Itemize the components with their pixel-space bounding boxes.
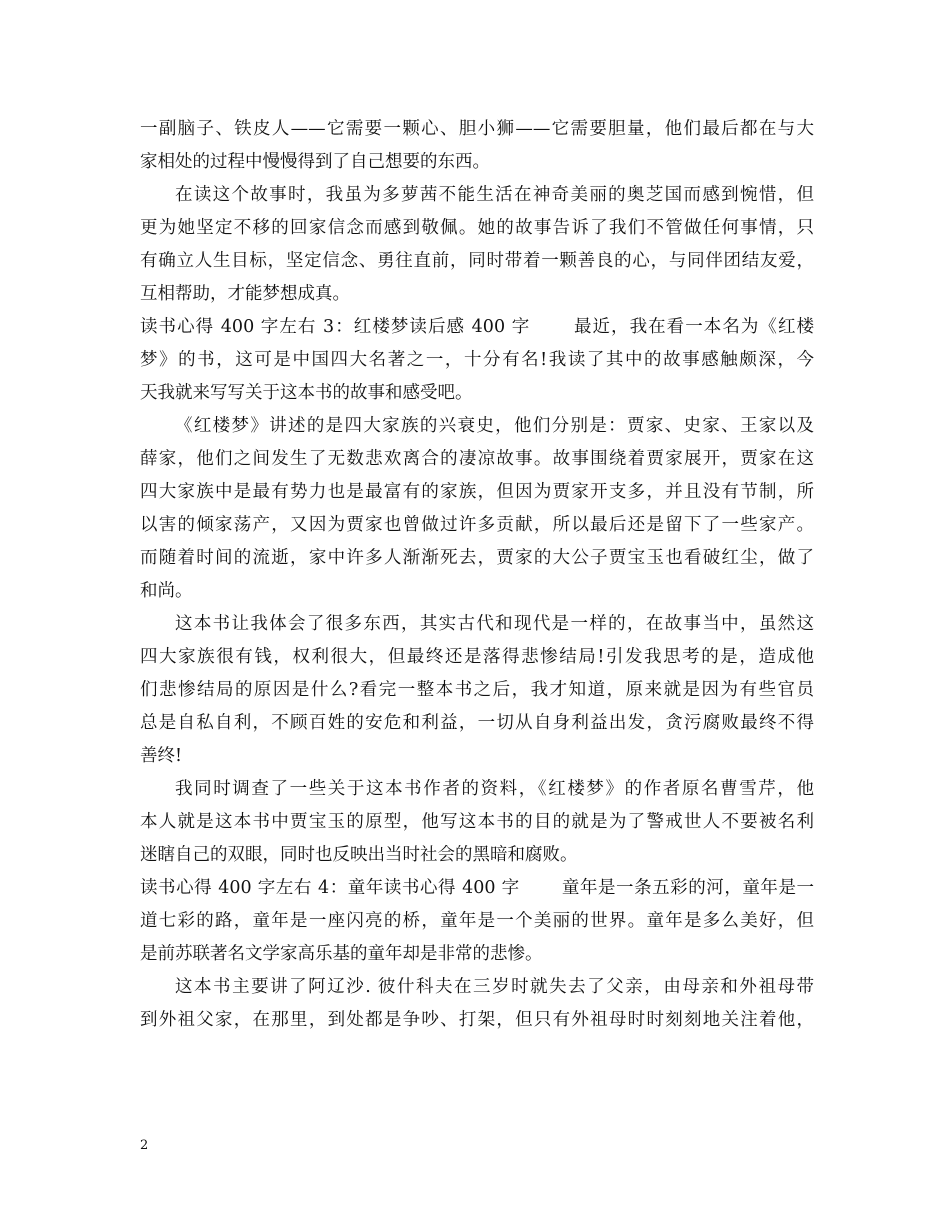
text-line: 是前苏联著名文学家高乐基的童年却是非常的悲惨。 xyxy=(140,944,543,964)
text-line: 读书心得 400 字左右 4：童年读书心得 400 字 童年是一条五彩的河，童年是一 xyxy=(140,878,814,898)
text-line: 家相处的过程中慢慢得到了自己想要的东西。 xyxy=(140,152,490,172)
text-line: 到外祖父家，在那里，到处都是争吵、打架，但只有外祖母时时刻刻地关注着他， xyxy=(140,1010,814,1030)
text-line: 在读这个故事时，我虽为多萝茜不能生活在神奇美丽的奥芝国而感到惋惜，但 xyxy=(175,185,814,205)
text-line: 们悲惨结局的原因是什么?看完一整本书之后，我才知道，原来就是因为有些官员 xyxy=(140,680,814,700)
text-line: 这本书让我体会了很多东西，其实古代和现代是一样的，在故事当中，虽然这 xyxy=(175,614,814,634)
text-line: 天我就来写写关于这本书的故事和感受吧。 xyxy=(140,383,473,403)
text-line: 道七彩的路，童年是一座闪亮的桥，童年是一个美丽的世界。童年是多么美好，但 xyxy=(140,911,814,931)
text-line: 四大家族中是最有势力也是最富有的家族，但因为贾家开支多，并且没有节制，所 xyxy=(140,482,814,502)
text-line: 本人就是这本书中贾宝玉的原型，他写这本书的目的就是为了警戒世人不要被名利 xyxy=(140,812,814,832)
text-line: 而随着时间的流逝，家中许多人渐渐死去，贾家的大公子贾宝玉也看破红尘，做了 xyxy=(140,548,814,568)
text-line: 以害的倾家荡产，又因为贾家也曾做过许多贡献，所以最后还是留下了一些家产。 xyxy=(140,515,814,535)
text-line: 四大家族很有钱，权利很大，但最终还是落得悲惨结局!引发我思考的是，造成他 xyxy=(140,647,814,667)
text-line: 互相帮助，才能梦想成真。 xyxy=(140,284,350,304)
text-line: 我同时调查了一些关于这本书作者的资料，《红楼梦》的作者原名曹雪芹，他 xyxy=(175,779,814,799)
body-text xyxy=(140,113,814,1037)
text-line: 迷瞎自己的双眼，同时也反映出当时社会的黑暗和腐败。 xyxy=(140,845,578,865)
text-line: 更为她坚定不移的回家信念而感到敬佩。她的故事告诉了我们不管做任何事情，只 xyxy=(140,218,814,238)
page-number: 2 xyxy=(140,1138,149,1153)
text-line: 梦》的书，这可是中国四大名著之一，十分有名!我读了其中的故事感触颇深，今 xyxy=(140,350,814,370)
text-line: 读书心得 400 字左右 3：红楼梦读后感 400 字 最近，我在看一本名为《红楼 xyxy=(140,317,814,337)
text-line: 《红楼梦》讲述的是四大家族的兴衰史，他们分别是：贾家、史家、王家以及 xyxy=(175,416,814,436)
text-line: 有确立人生目标，坚定信念、勇往直前，同时带着一颗善良的心，与同伴团结友爱， xyxy=(140,251,814,271)
text-line: 和尚。 xyxy=(140,581,193,601)
text-line: 薛家，他们之间发生了无数悲欢离合的凄凉故事。故事围绕着贾家展开，贾家在这 xyxy=(140,449,814,469)
text-line: 一副脑子、铁皮人——它需要一颗心、胆小狮——它需要胆量，他们最后都在与大 xyxy=(140,119,814,139)
text-line: 总是自私自利，不顾百姓的安危和利益，一切从自身利益出发，贪污腐败最终不得 xyxy=(140,713,814,733)
text-line: 善终! xyxy=(140,746,183,766)
text-line: 这本书主要讲了阿辽沙. 彼什科夫在三岁时就失去了父亲，由母亲和外祖母带 xyxy=(175,977,814,997)
